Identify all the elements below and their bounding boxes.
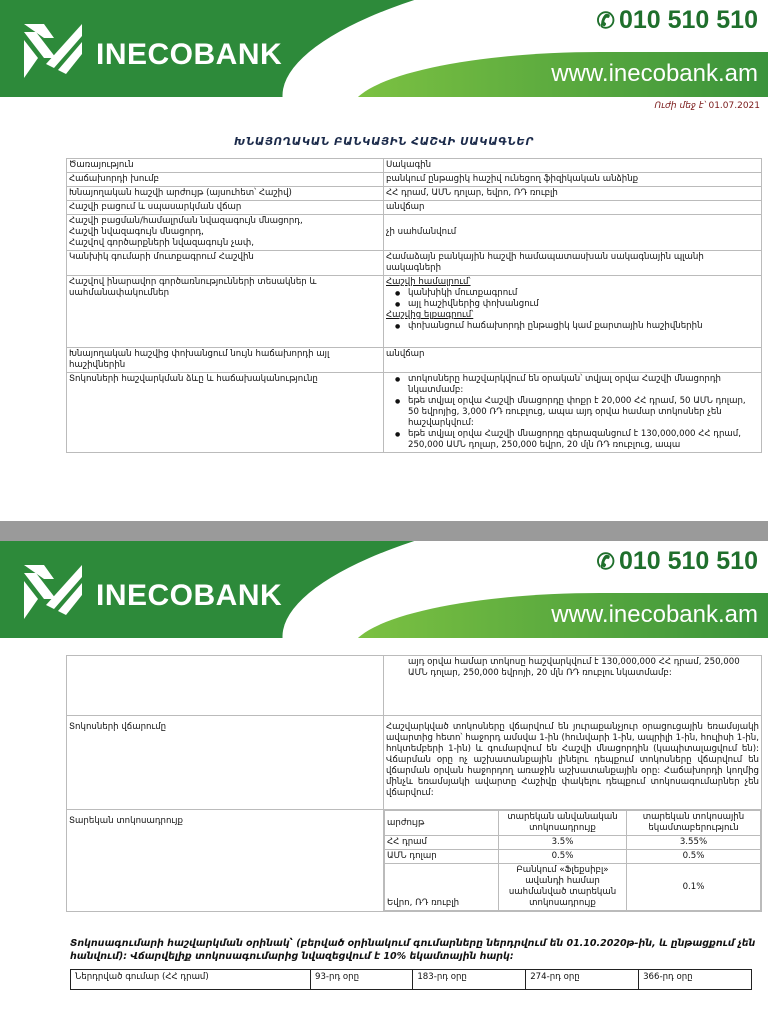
table-header-row [67, 159, 762, 173]
phone-icon: ✆ [596, 8, 615, 33]
effective-date: Ուժի մեջ է՝ 01.07.2021 [654, 101, 760, 111]
tariff-table-continued [66, 655, 762, 912]
phone-number: ✆ 010 510 510 [596, 6, 758, 34]
website-url: www.inecobank.am [551, 60, 758, 87]
phone-icon: ✆ [596, 549, 615, 574]
table-row: ԱՄՆ դոլար 0.5% 0.5% [385, 850, 761, 864]
tariff-table [66, 158, 762, 453]
list-item: ● փոխանցում հաճախորդի ընթացիկ կամ քարտային հաշիվներին [386, 321, 759, 332]
document-page-2 [0, 541, 768, 1024]
table-row: Հաշվով ինարավոր գործառնությունների տեսակներ և սահմանափակումներ Հաշվի համալրում՝ ● կանխիկի մուտքագրում ● այլ հաշիվներից փոխանցում Հաշվից ելքագրում՝ ● փոխանցում հաճախորդի ընթացիկ կամ քարտային հաշիվներին [67, 276, 762, 348]
table-row: Եվրո, ՌԴ ռուբլի Բանկում «Ֆլեքսիբլ» ավանդի համար սահմանված տարեկան տոկոսադրույք 0.1% [385, 864, 761, 911]
table-header-row: արժույթ տարեկան անվանական տոկոսադրույք տարեկան տոկոսային եկամտաբերություն [385, 811, 761, 836]
brand-name: INECOBANK [96, 579, 283, 612]
header-banner [0, 0, 768, 97]
calculation-example-title: Տոկոսագումարի հաշվարկման օրինակ՝ (բերված օրինակում գումարները ներդրվում են 01.10.2020թ-ին, և ընթացքում չեն հանվում): Վճարվելիք տոկոսագումարից նվազեցվում է 10% եկամտային հարկ: [70, 938, 756, 962]
document-title: ԽՆԱՅՈՂԱԿԱՆ ԲԱՆԿԱՅԻՆ ՀԱՇՎԻ ՍԱԿԱԳՆԵՐ [234, 136, 534, 148]
calculation-example-table [70, 969, 752, 990]
table-row: ՀՀ դրամ 3.5% 3.55% [385, 836, 761, 850]
table-row: Հաշվի բացում և սպասարկման վճար անվճար [67, 201, 762, 215]
list-item: ● եթե տվյալ օրվա Հաշվի մնացորդը գերազանցում է 130,000,000 ՀՀ դրամ, 250,000 ԱՄՆ դոլար, 250,000 եվրո, 20 մլն ՌԴ ռուբլուց, ապա [386, 429, 759, 451]
table-row: Խնայողական հաշվի արժույթ (այսուհետ՝ Հաշիվ) ՀՀ դրամ, ԱՄՆ դոլար, եվրո, ՌԴ ռուբլի [67, 187, 762, 201]
table-row: Տարեկան տոկոսադրույք արժույթ տարեկան անվանական տոկոսադրույք տարեկան տոկոսային եկամտաբերություն ՀՀ դրամ 3.5% 3.55% ԱՄՆ դոլար 0.5% 0.5% Եվրո, ՌԴ ռուբլի Բանկում «Ֆլեքսիբլ» ավանդի համար սահմանված տարեկան տոկոսադրույք 0.1% [67, 810, 762, 912]
list-item: ● տոկոսները հաշվարկվում են օրական՝ տվյալ օրվա Հաշվի մնացորդի նկատմամբ: [386, 374, 759, 396]
inecobank-logo-icon [24, 24, 82, 78]
inecobank-logo-icon [24, 565, 82, 619]
interest-rate-table [384, 810, 761, 911]
table-row: Խնայողական հաշվից փոխանցում նույն հաճախորդի այլ հաշիվներին անվճար [67, 348, 762, 373]
table-header-row: Ներդրված գումար (ՀՀ դրամ) 93-րդ օրը 183-րդ օրը 274-րդ օրը 366-րդ օրը [71, 970, 752, 990]
column-header-tariff: Սակագին [384, 159, 762, 173]
list-item: ● կանխիկի մուտքագրում [386, 288, 759, 299]
phone-number: ✆ 010 510 510 [596, 547, 758, 575]
bullet-list [386, 321, 759, 332]
table-row: Հաճախորդի խումբ բանկում ընթացիկ հաշիվ ունեցող ֆիզիկական անձինք [67, 173, 762, 187]
table-row: Հաշվի բացման/համալրման նվազագույն մնացորդ, Հաշվի նվազագույն մնացորդ, Հաշվով գործարքների նվազագույն չափ, չի սահմանվում [67, 215, 762, 251]
brand-name: INECOBANK [96, 38, 283, 71]
bullet-list [386, 288, 759, 310]
list-item: ● այլ հաշիվներից փոխանցում [386, 299, 759, 310]
column-header-service: Ծառայություն [67, 159, 384, 173]
table-row: Կանխիկ գումարի մուտքագրում Հաշվին Համաձայն բանկային հաշվի համապատասխան սակագնային պլանի սակագների [67, 251, 762, 276]
website-url: www.inecobank.am [551, 601, 758, 628]
table-row: այդ օրվա համար տոկոսը հաշվարկվում է 130,000,000 ՀՀ դրամ, 250,000 ԱՄՆ դոլար, 250,000 եվրոյի, 20 մլն ՌԴ ռուբլու նկատմամբ: [67, 656, 762, 716]
bullet-list [386, 374, 759, 451]
table-row: Տոկոսների վճարումը Հաշվարկված տոկոսները վճարվում են յուրաքանչյուր օրացուցային եռամսյակի ավարտից հետո՝ հաջորդ ամսվա 1-ին (հունվարի 1-ին, ապրիլի 1-ին, հուլիսի 1-ին, հոկտեմբերի 1-ին) և գումարվում են Հաշվի մնացորդին (կապիտալացվում են): Վճարման օրը ոչ աշխատանքային լինելու դեպքում տոկոսները վճարվում են վճարման օրվան հաջորդող առաջին աշխատանքային օրը: Հաճախորդի կողմից մինչև եռամսյակի ավարտը Հաշիվը փակելու դեպքում տոկոսագումարներ չեն վճարվում: [67, 716, 762, 810]
list-item: ● եթե տվյալ օրվա Հաշվի մնացորդը փոքր է 20,000 ՀՀ դրամ, 50 ԱՄՆ դոլար, 50 եվրոյից, 3,000 ՌԴ ռուբլուց, ապա այդ օրվա համար տոկոսներ չեն հաշվարկվում: [386, 396, 759, 429]
header-banner [0, 541, 768, 638]
table-row: Տոկոսների հաշվարկման ձևը և հաճախականությունը ● տոկոսները հաշվարկվում են օրական՝ տվյալ օրվա Հաշվի մնացորդի նկատմամբ: ● եթե տվյալ օրվա Հաշվի մնացորդը փոքր է 20,000 ՀՀ դրամ, 50 ԱՄՆ դոլար, 50 եվրոյից, 3,000 ՌԴ ռուբլուց, ապա այդ օրվա համար տոկոսներ չեն հաշվարկվում: ● եթե տվյալ օրվա Հաշվի մնացորդը գերազանցում է 130,000,000 ՀՀ դրամ, 250,000 ԱՄՆ դոլար, 250,000 եվրո, 20 մլն ՌԴ ռուբլուց, ապա [67, 373, 762, 453]
